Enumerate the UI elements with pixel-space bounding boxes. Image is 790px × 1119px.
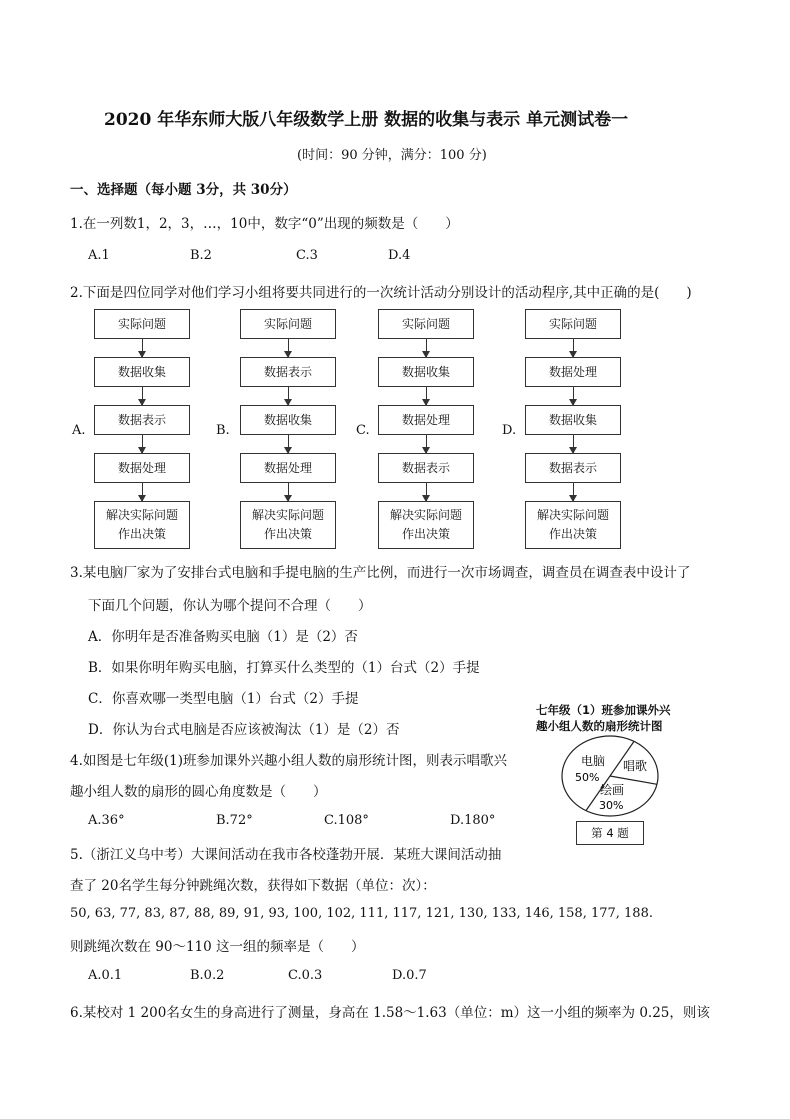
flow-arrow — [288, 483, 289, 501]
q5-stem-line3: 则跳绳次数在 90～110 这一组的频率是（ ） — [70, 939, 365, 955]
flow-b-step-1: 实际问题 — [240, 309, 336, 339]
q4-stem-line1: 4.如图是七年级(1)班参加课外兴趣小组人数的扇形统计图，则表示唱歌兴 — [70, 753, 508, 769]
q5-stem-line1: 5.（浙江义乌中考）大课间活动在我市各校蓬勃开展．某班大课间活动抽 — [70, 847, 502, 863]
flow-d-step-3: 数据收集 — [525, 405, 621, 435]
flow-c-step-5 — [378, 501, 474, 549]
flow-arrow — [426, 387, 427, 405]
q1-stem: 1.在一列数1，2，3，…，10中，数字“0”出现的频数是（ ） — [70, 216, 459, 232]
q5-option-d: D.0.7 — [392, 968, 427, 983]
q6-stem: 6.某校对 1 200名女生的身高进行了测量，身高在 1.58～1.63（单位：m）这一小组的频率为 0.25，则该 — [70, 1005, 710, 1021]
q1-option-a: A.1 — [88, 248, 110, 263]
flow-arrow — [573, 483, 574, 501]
flow-arrow — [288, 435, 289, 453]
flow-arrow — [142, 483, 143, 501]
flow-arrow — [573, 339, 574, 357]
flow-a-step-3: 数据表示 — [94, 405, 190, 435]
flow-a-step-4: 数据处理 — [94, 453, 190, 483]
q5-stem-line2: 查了 20名学生每分钟跳绳次数，获得如下数据（单位：次）： — [70, 878, 436, 894]
q1-option-b: B.2 — [190, 248, 212, 263]
flow-c-step-5-line1: 解决实际问题 — [389, 508, 462, 523]
q3-option-b: B．如果你明年购买电脑，打算买什么类型的（1）台式（2）手提 — [88, 660, 480, 676]
q4-stem-line2: 趣小组人数的扇形的圆心角度数是（ ） — [70, 784, 327, 800]
flow-d-step-5-line1: 解决实际问题 — [536, 508, 609, 523]
flow-c-step-1: 实际问题 — [378, 309, 474, 339]
pie-slice-value-drawing: 30% — [599, 799, 624, 812]
flow-arrow — [426, 435, 427, 453]
flow-arrow — [426, 339, 427, 357]
flow-b-step-5-line2: 作出决策 — [263, 527, 312, 541]
q4-figure — [536, 702, 706, 734]
q3-stem-line1: 3.某电脑厂家为了安排台式电脑和手提电脑的生产比例，而进行一次市场调查，调查员在调查表中设计了 — [70, 565, 691, 581]
flow-arrow — [426, 483, 427, 501]
flow-a-step-5-line1: 解决实际问题 — [105, 508, 178, 523]
pie-chart — [555, 735, 665, 817]
pie-title-line2: 趣小组人数的扇形统计图 — [536, 719, 663, 733]
figure-caption: 第 4 题 — [576, 821, 644, 845]
flow-c-step-5-line2: 作出决策 — [401, 527, 450, 541]
flow-d-step-5 — [525, 501, 621, 549]
flow-d-step-2: 数据处理 — [525, 357, 621, 387]
flow-d-step-1: 实际问题 — [525, 309, 621, 339]
flow-c-step-2: 数据收集 — [378, 357, 474, 387]
flow-d-step-4: 数据表示 — [525, 453, 621, 483]
flow-a-step-1: 实际问题 — [94, 309, 190, 339]
q3-option-c: C．你喜欢哪一类型电脑（1）台式（2）手提 — [88, 691, 359, 707]
q5-data: 50, 63, 77, 83, 87, 88, 89, 91, 93, 100, 102, 111, 117, 121, 130, 133, 146, 158, 177, 188. — [70, 906, 653, 921]
pie-slice-label-computer: 电脑 — [581, 754, 606, 768]
q5-option-c: C.0.3 — [288, 968, 323, 983]
flow-arrow — [142, 387, 143, 405]
q4-option-b: B.72° — [216, 813, 253, 828]
q4-option-c: C.108° — [324, 813, 369, 828]
page-title: 2020 年华东师大版八年级数学上册 数据的收集与表示 单元测试卷一 — [104, 110, 629, 130]
flow-arrow — [573, 387, 574, 405]
q3-stem-line2: 下面几个问题，你认为哪个提问不合理（ ） — [88, 598, 372, 614]
q2-label-b: B. — [216, 423, 230, 438]
q5-option-b: B.0.2 — [190, 968, 225, 983]
flow-a-step-5-line2: 作出决策 — [117, 527, 166, 541]
section-heading: 一、选择题（每小题 3分，共 30分） — [70, 182, 297, 198]
flow-b-step-2: 数据表示 — [240, 357, 336, 387]
flow-b-step-5-line1: 解决实际问题 — [251, 508, 324, 523]
flow-b-step-3: 数据收集 — [240, 405, 336, 435]
flow-a-step-2: 数据收集 — [94, 357, 190, 387]
q1-option-d: D.4 — [388, 248, 411, 263]
pie-slice-label-drawing: 绘画 — [600, 783, 625, 797]
flow-a-step-5 — [94, 501, 190, 549]
q2-stem: 2.下面是四位同学对他们学习小组将要共同进行的一次统计活动分别设计的活动程序,其中正确的是( ) — [70, 285, 692, 301]
q3-option-a: A．你明年是否准备购买电脑（1）是（2）否 — [88, 629, 358, 645]
flow-arrow — [288, 387, 289, 405]
q2-label-a: A. — [72, 423, 86, 438]
q3-option-d: D．你认为台式电脑是否应该被淘汰（1）是（2）否 — [88, 722, 400, 738]
q2-label-d: D. — [502, 423, 517, 438]
flow-arrow — [142, 339, 143, 357]
flow-b-step-5 — [240, 501, 336, 549]
q1-option-c: C.3 — [296, 248, 318, 263]
flow-d-step-5-line2: 作出决策 — [548, 527, 597, 541]
flow-c-step-3: 数据处理 — [378, 405, 474, 435]
exam-info: (时间：90 分钟，满分：100 分) — [297, 148, 487, 163]
flow-arrow — [573, 435, 574, 453]
q4-option-a: A.36° — [88, 813, 125, 828]
flow-b-step-4: 数据处理 — [240, 453, 336, 483]
flow-arrow — [288, 339, 289, 357]
q2-label-c: C. — [356, 423, 370, 438]
flow-c-step-4: 数据表示 — [378, 453, 474, 483]
pie-title-line1: 七年级（1）班参加课外兴 — [536, 703, 671, 717]
q5-option-a: A.0.1 — [88, 968, 123, 983]
pie-slice-value-computer: 50% — [575, 771, 600, 784]
flow-arrow — [142, 435, 143, 453]
pie-slice-label-singing: 唱歌 — [623, 759, 648, 773]
q4-option-d: D.180° — [450, 813, 496, 828]
